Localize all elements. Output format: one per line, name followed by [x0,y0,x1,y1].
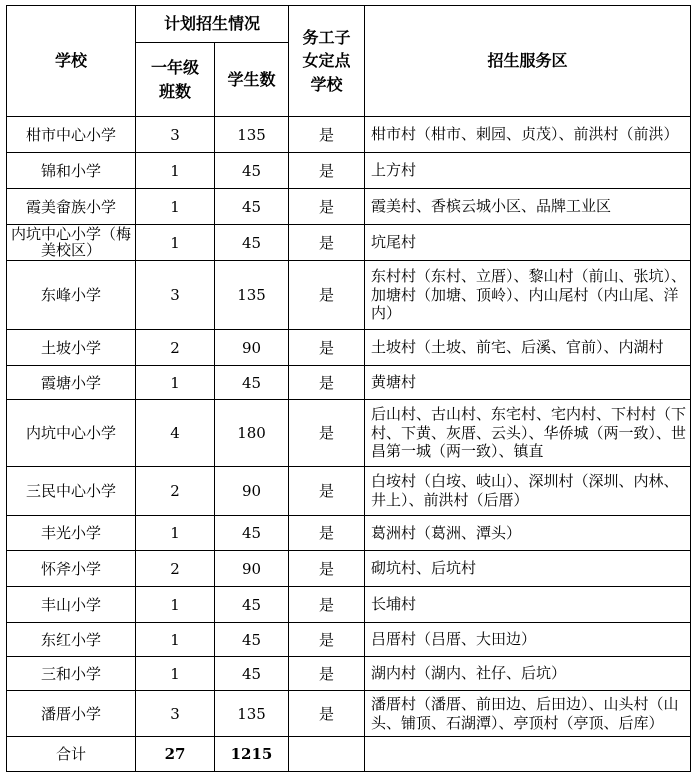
school-cell: 丰山小学 [7,587,136,623]
service-area-cell: 白垵村（白垵、岐山）、深圳村（深圳、内林、井上）、前洪村（后厝） [365,467,691,516]
students-cell: 45 [215,516,289,551]
students-cell: 45 [215,189,289,225]
students-cell: 45 [215,657,289,691]
total-classes-cell: 27 [136,737,215,772]
header-grade1-line2: 班数 [158,81,191,101]
school-cell: 锦和小学 [7,153,136,189]
service-area-cell: 后山村、古山村、东宅村、宅内村、下村村（下村、下黄、灰厝、云头）、华侨城（两一致）、世昌第一城（两一致）、镇直 [365,400,691,467]
header-grade1-classes [136,43,215,117]
classes-cell: 3 [136,691,215,737]
table-row [7,516,691,551]
school-cell: 潘厝小学 [7,691,136,737]
table-row [7,153,691,189]
classes-cell: 3 [136,261,215,330]
migrant-cell: 是 [289,225,365,261]
students-cell: 135 [215,117,289,153]
students-cell: 90 [215,467,289,516]
classes-cell: 2 [136,551,215,587]
classes-cell: 1 [136,657,215,691]
header-service-area: 招生服务区 [365,6,691,117]
classes-cell: 1 [136,623,215,657]
classes-cell: 1 [136,366,215,400]
school-cell: 霞塘小学 [7,366,136,400]
total-migrant-cell [289,737,365,772]
header-migrant [289,6,365,117]
migrant-cell: 是 [289,117,365,153]
students-cell: 45 [215,153,289,189]
table-row [7,189,691,225]
enrollment-table [6,5,691,772]
students-cell: 45 [215,623,289,657]
service-area-cell: 霞美村、香槟云城小区、品牌工业区 [365,189,691,225]
migrant-cell: 是 [289,657,365,691]
table-row [7,261,691,330]
header-migrant-line1: 务工子 [302,28,351,48]
students-cell: 135 [215,691,289,737]
school-cell: 丰光小学 [7,516,136,551]
school-cell: 土坡小学 [7,330,136,366]
total-area-cell [365,737,691,772]
table-row [7,366,691,400]
classes-cell: 2 [136,330,215,366]
classes-cell: 2 [136,467,215,516]
students-cell: 90 [215,330,289,366]
students-cell: 135 [215,261,289,330]
header-plan: 计划招生情况 [136,6,289,43]
service-area-cell: 葛洲村（葛洲、潭头） [365,516,691,551]
migrant-cell: 是 [289,400,365,467]
service-area-cell: 吕厝村（吕厝、大田边） [365,623,691,657]
service-area-cell: 东村村（东村、立厝）、黎山村（前山、张坑）、加塘村（加塘、顶岭）、内山尾村（内山尾、洋内） [365,261,691,330]
school-cell: 霞美畲族小学 [7,189,136,225]
classes-cell: 1 [136,225,215,261]
students-cell: 90 [215,551,289,587]
migrant-cell: 是 [289,261,365,330]
students-cell: 180 [215,400,289,467]
table-row [7,623,691,657]
table-row [7,467,691,516]
migrant-cell: 是 [289,691,365,737]
header-school: 学校 [7,6,136,117]
school-cell: 东峰小学 [7,261,136,330]
table-row [7,225,691,261]
migrant-cell: 是 [289,516,365,551]
header-migrant-line2: 女定点 [302,51,351,71]
service-area-cell: 土坡村（土坡、前宅、后溪、官前）、内湖村 [365,330,691,366]
students-cell: 45 [215,366,289,400]
classes-cell: 1 [136,516,215,551]
migrant-cell: 是 [289,551,365,587]
service-area-cell: 长埔村 [365,587,691,623]
service-area-cell: 砌坑村、后坑村 [365,551,691,587]
school-cell: 三民中心小学 [7,467,136,516]
table-row [7,330,691,366]
service-area-cell: 湖内村（湖内、社仔、后坑） [365,657,691,691]
school-cell: 内坑中心小学 [7,400,136,467]
school-cell: 怀斧小学 [7,551,136,587]
migrant-cell: 是 [289,623,365,657]
total-row [7,737,691,772]
table-row [7,691,691,737]
migrant-cell: 是 [289,330,365,366]
table-row [7,551,691,587]
service-area-cell: 黄塘村 [365,366,691,400]
school-cell: 内坑中心小学（梅美校区） [7,225,136,261]
service-area-cell: 上方村 [365,153,691,189]
table-row [7,117,691,153]
table-row [7,400,691,467]
migrant-cell: 是 [289,467,365,516]
service-area-cell: 潘厝村（潘厝、前田边、后田边）、山头村（山头、铺顶、石湖潭）、亭顶村（亭顶、后库） [365,691,691,737]
header-migrant-line3: 学校 [310,74,343,94]
migrant-cell: 是 [289,189,365,225]
school-cell: 三和小学 [7,657,136,691]
header-grade1-line1: 一年级 [150,58,199,78]
migrant-cell: 是 [289,587,365,623]
classes-cell: 1 [136,153,215,189]
table-row [7,657,691,691]
table-row [7,587,691,623]
classes-cell: 3 [136,117,215,153]
school-cell: 东红小学 [7,623,136,657]
service-area-cell: 柑市村（柑市、刺园、贞茂）、前洪村（前洪） [365,117,691,153]
total-label-cell: 合计 [7,737,136,772]
classes-cell: 1 [136,587,215,623]
migrant-cell: 是 [289,366,365,400]
classes-cell: 4 [136,400,215,467]
service-area-cell: 坑尾村 [365,225,691,261]
students-cell: 45 [215,587,289,623]
migrant-cell: 是 [289,153,365,189]
total-students-cell: 1215 [215,737,289,772]
school-cell: 柑市中心小学 [7,117,136,153]
classes-cell: 1 [136,189,215,225]
students-cell: 45 [215,225,289,261]
header-students: 学生数 [215,43,289,117]
